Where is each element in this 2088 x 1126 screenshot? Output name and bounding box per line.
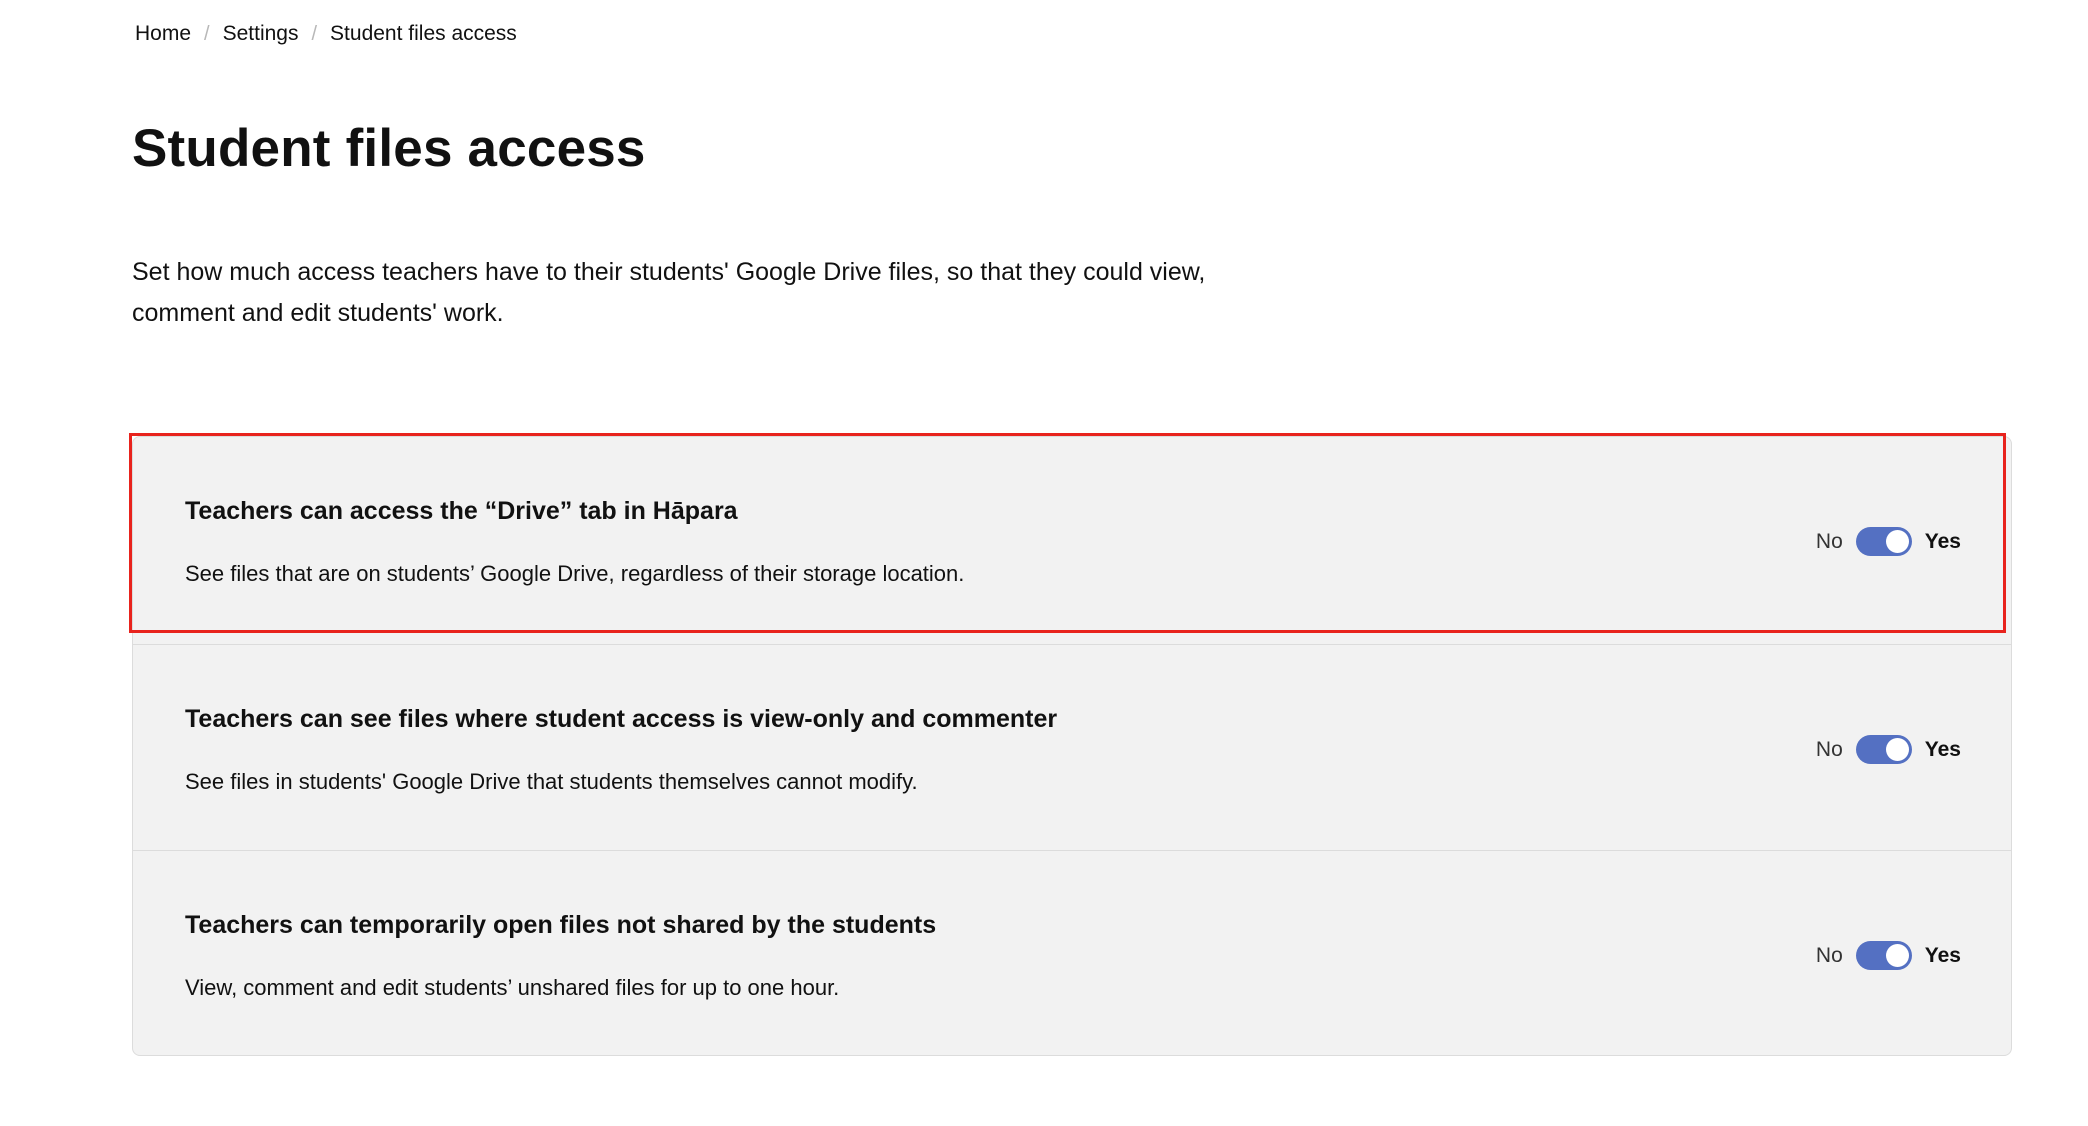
view-only-files-toggle[interactable] — [1856, 735, 1912, 764]
toggle-knob — [1886, 530, 1909, 553]
toggle-no-label: No — [1815, 529, 1843, 553]
breadcrumb-separator: / — [204, 22, 210, 45]
setting-description: See files in students' Google Drive that students themselves cannot modify. — [185, 769, 918, 794]
page-title: Student files access — [132, 119, 646, 178]
toggle-group — [1816, 941, 1961, 970]
toggle-no-label: No — [1815, 737, 1843, 761]
toggle-group — [1816, 527, 1961, 556]
toggle-yes-label: Yes — [1924, 529, 1961, 553]
setting-row-view-only-files — [133, 644, 2011, 850]
setting-title: Teachers can see files where student access is view-only and commenter — [185, 705, 1058, 733]
toggle-yes-label: Yes — [1924, 737, 1961, 761]
breadcrumb-home-link[interactable]: Home — [135, 22, 192, 45]
toggle-knob — [1886, 944, 1909, 967]
toggle-no-label: No — [1815, 943, 1843, 967]
setting-row-drive-tab — [133, 437, 2011, 643]
breadcrumb-settings-link[interactable]: Settings — [222, 22, 299, 45]
toggle-knob — [1886, 738, 1909, 761]
toggle-group — [1816, 735, 1961, 764]
breadcrumb — [135, 22, 517, 46]
unshared-files-toggle[interactable] — [1856, 941, 1912, 970]
setting-title: Teachers can access the “Drive” tab in Hāpara — [185, 497, 738, 525]
page-description: Set how much access teachers have to their students' Google Drive files, so that they could view, comment and edit students' work. — [132, 258, 1206, 327]
breadcrumb-current: Student files access — [330, 22, 517, 45]
breadcrumb-separator: / — [311, 22, 318, 45]
setting-title: Teachers can temporarily open files not shared by the students — [185, 911, 937, 939]
setting-row-unshared-files — [133, 850, 2011, 1056]
setting-description: See files that are on students’ Google Drive, regardless of their storage location. — [185, 561, 965, 586]
settings-card — [132, 436, 2012, 1056]
toggle-yes-label: Yes — [1924, 943, 1961, 967]
setting-description: View, comment and edit students’ unshared files for up to one hour. — [185, 975, 840, 1000]
drive-tab-toggle[interactable] — [1856, 527, 1912, 556]
